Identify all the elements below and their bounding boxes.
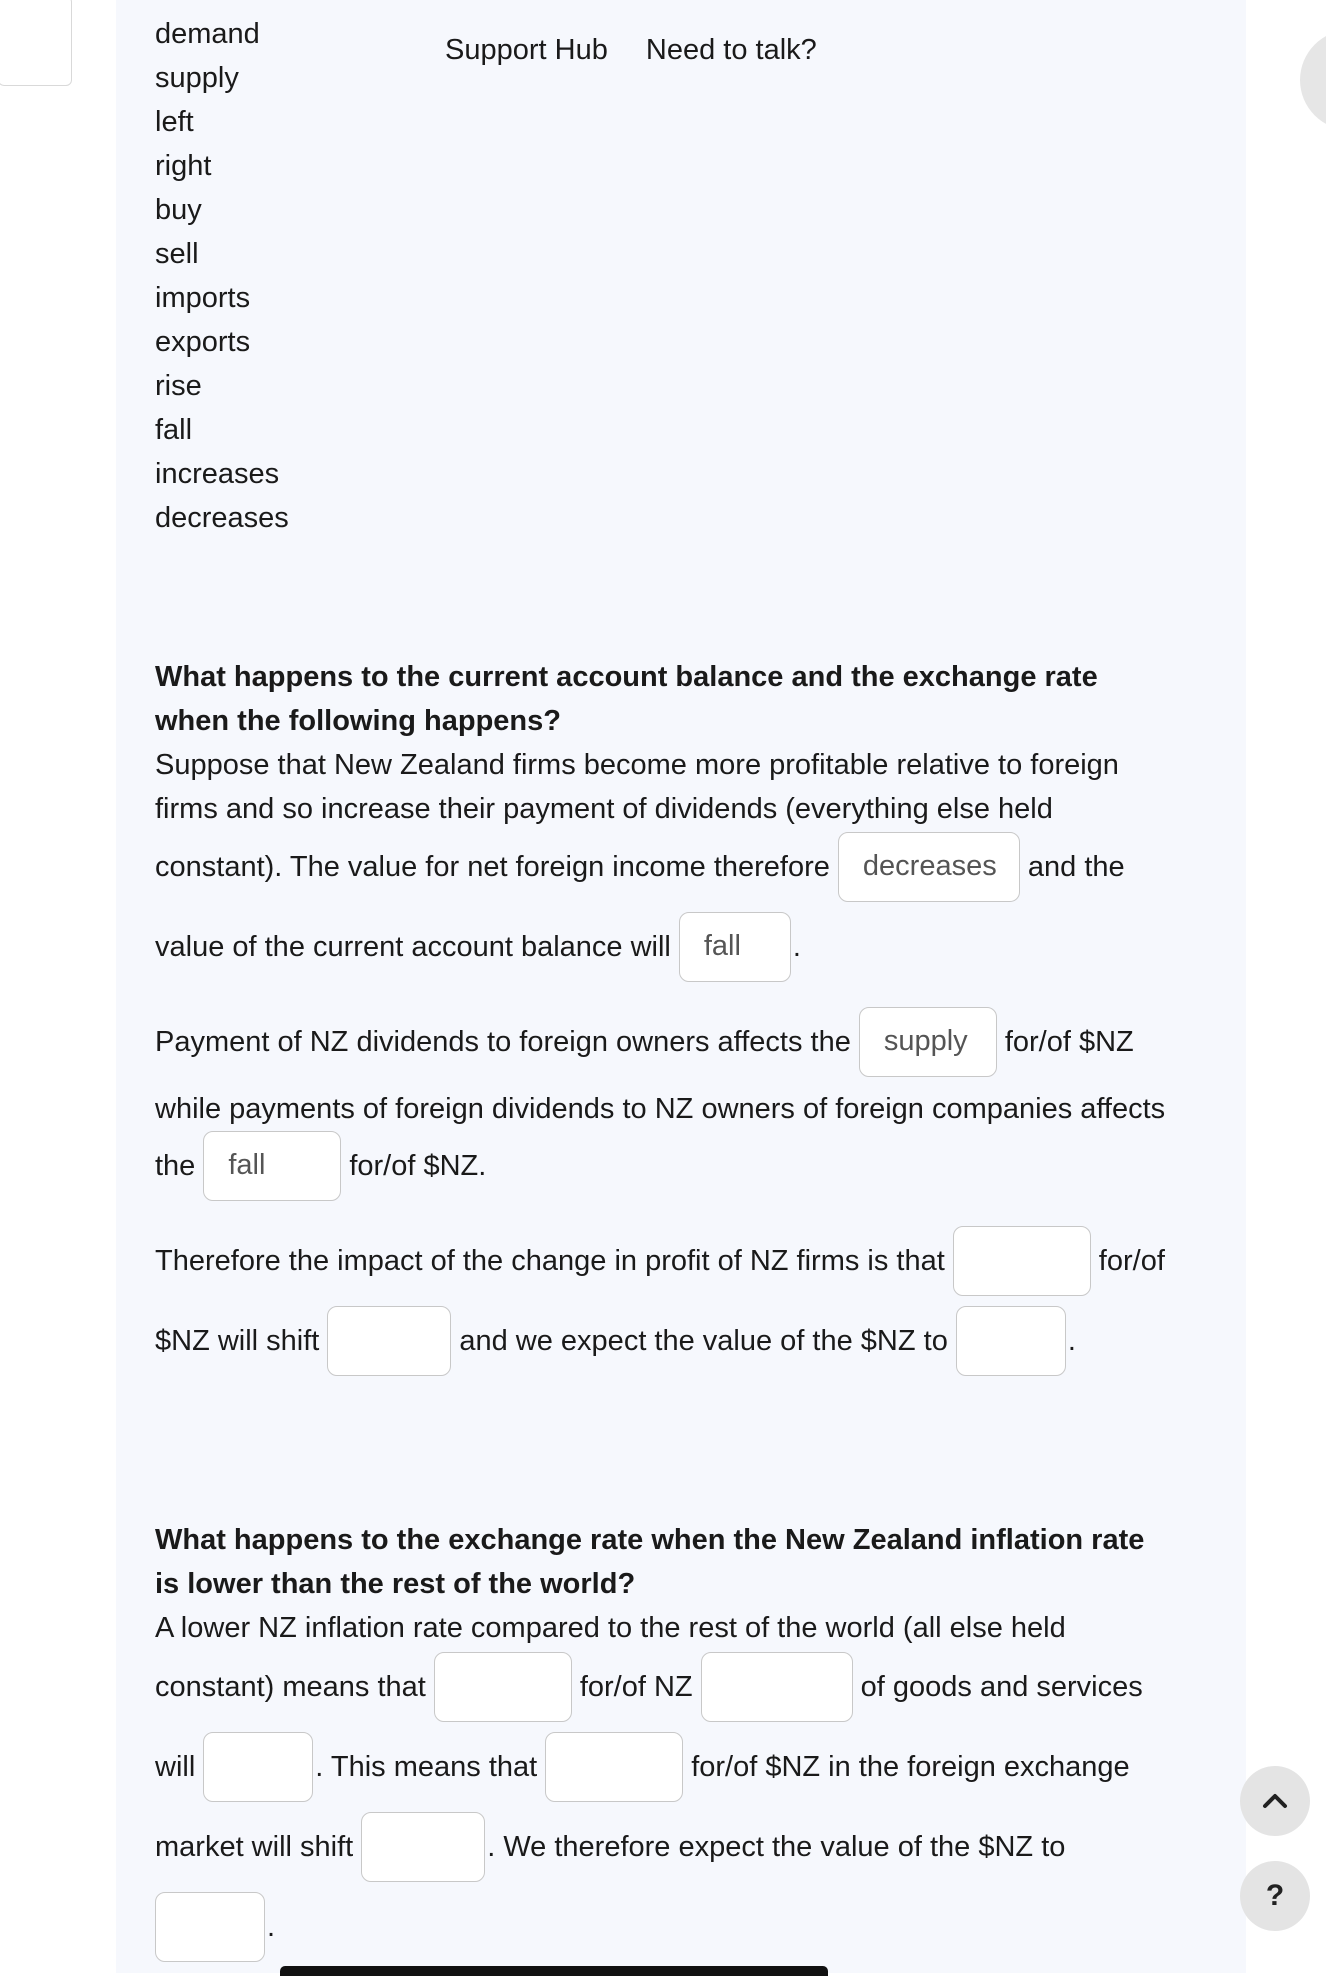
word-option[interactable]: imports bbox=[155, 282, 251, 314]
top-links bbox=[445, 34, 847, 67]
q1-line-5 bbox=[155, 1006, 1134, 1078]
q1-text: firms and so increase their payment of dividends (everything else held bbox=[155, 793, 1053, 825]
word-option[interactable]: increases bbox=[155, 458, 280, 490]
q1-text: the bbox=[155, 1149, 196, 1182]
q1-text: $NZ will shift bbox=[155, 1324, 320, 1357]
q1-paragraph bbox=[155, 743, 1205, 831]
word-option[interactable]: sell bbox=[155, 238, 199, 270]
word-option[interactable]: demand bbox=[155, 18, 260, 50]
q1-text: and we expect the value of the $NZ to bbox=[459, 1324, 948, 1357]
q1-text: value of the current account balance will bbox=[155, 930, 671, 963]
q2-answer-box-6[interactable] bbox=[155, 1892, 265, 1962]
q2-line-4 bbox=[155, 1811, 1065, 1883]
q1-heading-line: What happens to the current account balance and the exchange rate bbox=[155, 661, 1098, 693]
q2-text: A lower NZ inflation rate compared to the rest of the world (all else held bbox=[155, 1612, 1066, 1644]
q2-line-5 bbox=[155, 1891, 275, 1963]
q2-text: . This means that bbox=[315, 1750, 538, 1783]
side-handle[interactable] bbox=[1300, 30, 1326, 130]
q2-text: . We therefore expect the value of the $NZ to bbox=[487, 1830, 1066, 1863]
word-option[interactable]: right bbox=[155, 150, 212, 182]
q2-answer-box-4[interactable] bbox=[545, 1732, 683, 1802]
q2-line-2 bbox=[155, 1651, 1143, 1723]
q2-line-3 bbox=[155, 1731, 1130, 1803]
q1-text: Payment of NZ dividends to foreign owners affects the bbox=[155, 1025, 851, 1058]
scroll-up-button[interactable] bbox=[1240, 1766, 1310, 1836]
q1-answer-box-3[interactable]: supply bbox=[859, 1007, 997, 1077]
q1-answer-box-7[interactable] bbox=[956, 1306, 1066, 1376]
q1-line-4 bbox=[155, 911, 801, 983]
q2-text: market will shift bbox=[155, 1830, 354, 1863]
bottom-toolbar-edge bbox=[280, 1966, 828, 1976]
word-option[interactable]: exports bbox=[155, 326, 251, 358]
word-option[interactable]: left bbox=[155, 106, 194, 138]
word-option[interactable]: supply bbox=[155, 62, 239, 94]
need-to-talk-link[interactable]: Need to talk? bbox=[645, 34, 817, 66]
q1-answer-box-4[interactable]: fall bbox=[203, 1131, 341, 1201]
q2-text: for/of $NZ in the foreign exchange bbox=[691, 1750, 1130, 1783]
help-button[interactable] bbox=[1240, 1861, 1310, 1931]
q2-text: of goods and services bbox=[860, 1670, 1143, 1703]
q1-line-8 bbox=[155, 1225, 1165, 1297]
q1-text: . bbox=[792, 930, 801, 963]
q2-paragraph bbox=[155, 1606, 1205, 1650]
q2-answer-box-1[interactable] bbox=[434, 1652, 572, 1722]
side-panel-stub bbox=[0, 0, 72, 86]
q2-answer-box-2[interactable] bbox=[701, 1652, 853, 1722]
q1-text: constant). The value for net foreign income therefore bbox=[155, 850, 830, 883]
q1-text: for/of $NZ bbox=[1004, 1025, 1134, 1058]
q1-text: for/of bbox=[1098, 1244, 1165, 1277]
q2-heading bbox=[155, 1518, 1205, 1606]
q1-heading bbox=[155, 655, 1205, 743]
q2-answer-box-3[interactable] bbox=[203, 1732, 313, 1802]
q1-answer-box-6[interactable] bbox=[327, 1306, 451, 1376]
q2-text: . bbox=[267, 1910, 276, 1943]
q1-answer-box-2[interactable]: fall bbox=[679, 912, 791, 982]
word-option[interactable]: buy bbox=[155, 194, 202, 226]
support-hub-link[interactable]: Support Hub bbox=[445, 34, 608, 66]
q1-text: Suppose that New Zealand firms become more profitable relative to foreign bbox=[155, 749, 1119, 781]
q1-answer-box-1[interactable]: decreases bbox=[838, 832, 1020, 902]
q1-text: Therefore the impact of the change in profit of NZ firms is that bbox=[155, 1244, 945, 1277]
help-icon: ? bbox=[1265, 1879, 1285, 1912]
q2-text: for/of NZ bbox=[579, 1670, 693, 1703]
q1-line-9 bbox=[155, 1305, 1076, 1377]
q1-text: . bbox=[1067, 1324, 1076, 1357]
word-option[interactable]: fall bbox=[155, 414, 193, 446]
q1-text: and the bbox=[1027, 850, 1125, 883]
q1-line-7 bbox=[155, 1130, 486, 1202]
q2-answer-box-5[interactable] bbox=[361, 1812, 485, 1882]
q2-text: will bbox=[155, 1750, 196, 1783]
q1-answer-box-5[interactable] bbox=[953, 1226, 1091, 1296]
chevron-up-icon bbox=[1260, 1786, 1290, 1816]
q1-heading-line: when the following happens? bbox=[155, 705, 561, 737]
q2-text: constant) means that bbox=[155, 1670, 426, 1703]
q2-heading-line: What happens to the exchange rate when the New Zealand inflation rate bbox=[155, 1524, 1145, 1556]
word-option[interactable]: decreases bbox=[155, 502, 289, 534]
q1-line-3 bbox=[155, 831, 1125, 903]
word-bank bbox=[155, 12, 289, 540]
word-option[interactable]: rise bbox=[155, 370, 202, 402]
q1-text: for/of $NZ. bbox=[349, 1149, 487, 1182]
q2-heading-line: is lower than the rest of the world? bbox=[155, 1568, 636, 1600]
q1-text: while payments of foreign dividends to NZ owners of foreign companies affects bbox=[155, 1092, 1166, 1125]
